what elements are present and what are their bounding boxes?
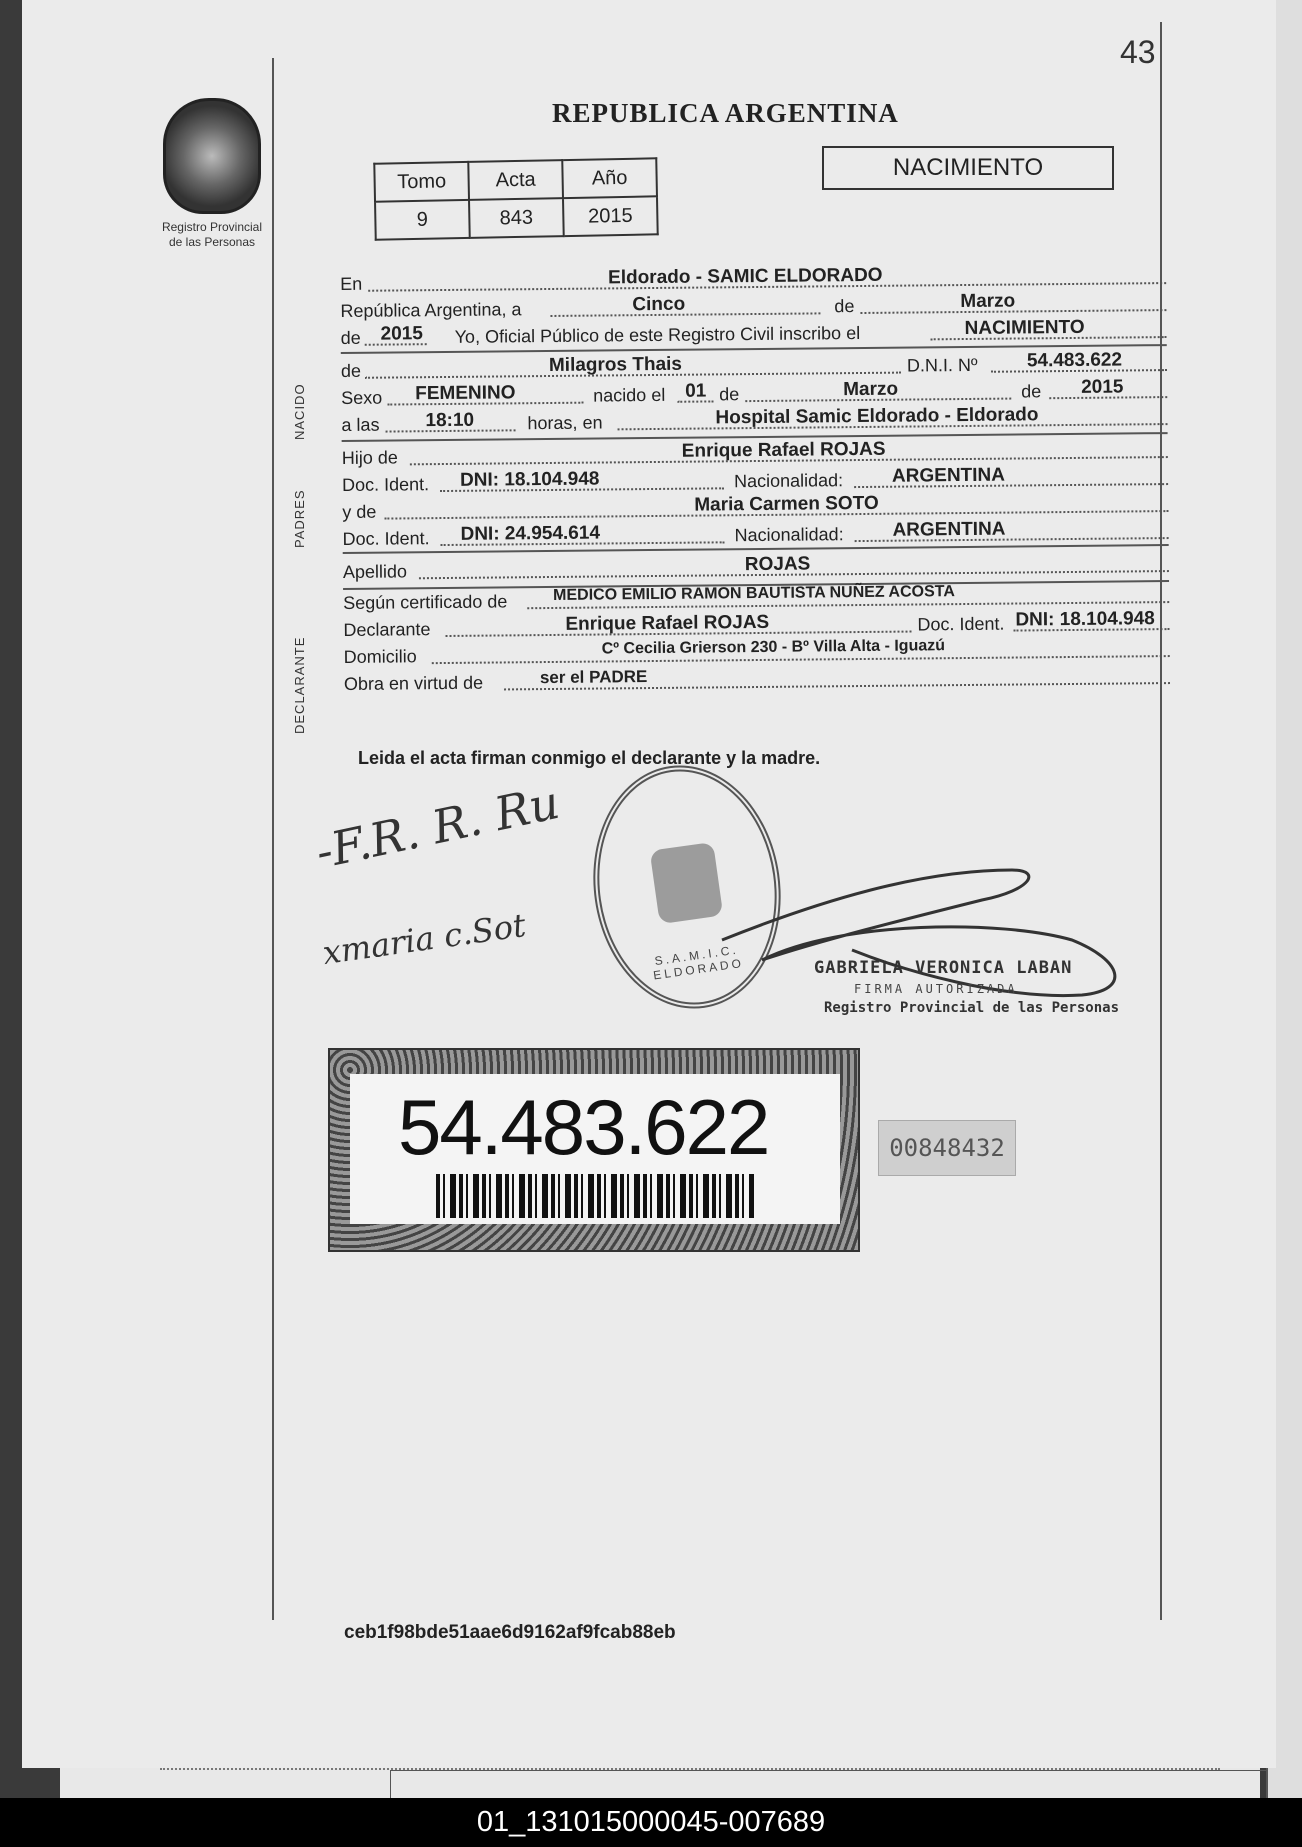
sexo-value: FEMENINO — [415, 382, 516, 405]
dni-label: D.N.I. Nº — [906, 354, 978, 376]
official-name: GABRIELA VERONICA LABAN — [814, 958, 1073, 978]
apellido-value: ROJAS — [744, 553, 811, 576]
table-cell: 843 — [469, 198, 564, 238]
registry-line-2: de las Personas — [168, 235, 256, 249]
declarante-value: Enrique Rafael ROJAS — [565, 611, 770, 635]
month: Marzo — [960, 290, 1016, 313]
place-value: Hospital Samic Eldorado - Eldorado — [715, 404, 1039, 429]
de-label: de — [834, 296, 855, 317]
nacido-label: nacido el — [593, 384, 666, 406]
time-value: 18:10 — [425, 409, 475, 432]
table-cell: 9 — [375, 200, 470, 240]
registry-line-1: Registro Provincial — [161, 220, 263, 234]
country-title: REPUBLICA ARGENTINA — [552, 98, 899, 128]
table-header: Tomo — [374, 162, 469, 202]
declarante-doc: DNI: 18.104.948 — [1015, 608, 1155, 631]
apellido-label: Apellido — [342, 561, 408, 582]
table-header: Año — [562, 158, 657, 198]
mother-name: Maria Carmen SOTO — [694, 492, 879, 516]
birth-month: Marzo — [843, 378, 899, 401]
nac-label: Nacionalidad: — [733, 470, 844, 492]
de3-label: de — [719, 384, 740, 405]
doc2-label: Doc. Ident. — [342, 528, 430, 549]
doc-label: Doc. Ident. — [341, 474, 430, 495]
segun-label: Según certificado de — [343, 591, 508, 613]
yde-label: y de — [342, 501, 377, 522]
child-dni: 54.483.622 — [1026, 349, 1123, 372]
footer-id-bar — [0, 1798, 1302, 1847]
barcode-icon — [436, 1174, 754, 1218]
official-office: Registro Provincial de las Personas — [824, 1000, 1120, 1016]
child-name: Milagros Thais — [548, 353, 683, 376]
sexo-label: Sexo — [341, 387, 383, 408]
mother-signature: xmaria c.Sot — [320, 905, 529, 973]
inscribo-value: NACIMIENTO — [964, 316, 1085, 340]
mother-doc: DNI: 24.954.614 — [460, 522, 601, 545]
declarante-label: Declarante — [343, 619, 431, 640]
inscribo-text: Yo, Oficial Público de este Registro Civil inscribo el — [454, 323, 861, 347]
en-label: En — [340, 273, 363, 294]
declarante-signature: -F.R. R. Ru — [311, 774, 564, 880]
closing-statement: Leida el acta firman conmigo el declarante y la madre. — [358, 748, 821, 768]
obra-label: Obra en virtud de — [343, 672, 484, 694]
doc3-label: Doc. Ident. — [917, 613, 1005, 635]
father-name: Enrique Rafael ROJAS — [681, 438, 886, 462]
nac2-label: Nacionalidad: — [734, 524, 844, 546]
republica-label: República Argentina, a — [340, 299, 522, 321]
form-body — [340, 262, 1170, 697]
act-type-box: NACIMIENTO — [822, 146, 1114, 190]
barcode-label — [328, 1048, 860, 1252]
barcode-number: 54.483.622 — [398, 1083, 769, 1171]
side-label-nacido: NACIDO — [292, 383, 307, 440]
footer-id: 01_131015000045-007689 — [476, 1806, 826, 1838]
document-hash: ceb1f98bde51aae6d9162af9fcab88eb — [344, 1622, 676, 1643]
de4-label: de — [1021, 381, 1042, 402]
domicilio-value: Cº Cecilia Grierson 230 - Bº Villa Alta - Iguazú — [601, 637, 946, 658]
en-value: Eldorado - SAMIC ELDORADO — [607, 264, 883, 289]
left-margin-line — [272, 58, 274, 1620]
coat-of-arms-icon — [163, 98, 261, 214]
province-logo — [152, 98, 272, 250]
alas-label: a las — [341, 414, 380, 435]
year: 2015 — [380, 323, 423, 345]
official-role: FIRMA AUTORIZADA — [854, 982, 1018, 996]
segun-value: MEDICO EMILIO RAMON BAUTISTA NUÑEZ ACOSTA — [553, 583, 955, 604]
table-cell: 2015 — [563, 196, 658, 236]
serial-sticker: 00848432 — [878, 1120, 1016, 1176]
birth-day: 01 — [685, 380, 707, 402]
domicilio-label: Domicilio — [343, 646, 417, 667]
name-label: de — [340, 360, 362, 381]
side-label-declarante: DECLARANTE — [292, 636, 307, 734]
de2-label: de — [340, 327, 361, 348]
obra-value: ser el PADRE — [539, 667, 648, 688]
birth-certificate-page — [22, 0, 1276, 1768]
mother-nationality: ARGENTINA — [892, 518, 1006, 541]
hijo-label: Hijo de — [341, 447, 398, 468]
horas-label: horas, en — [527, 412, 603, 434]
father-doc: DNI: 18.104.948 — [459, 468, 600, 491]
tomo-acta-table — [373, 157, 658, 240]
seal-text: S.A.M.I.C. ELDORADO — [652, 942, 745, 983]
page-number: 43 — [1120, 34, 1156, 70]
table-header: Acta — [468, 160, 563, 200]
birth-year: 2015 — [1081, 376, 1124, 398]
father-nationality: ARGENTINA — [891, 464, 1006, 487]
day-word: Cinco — [632, 293, 686, 316]
side-label-padres: PADRES — [292, 489, 307, 548]
